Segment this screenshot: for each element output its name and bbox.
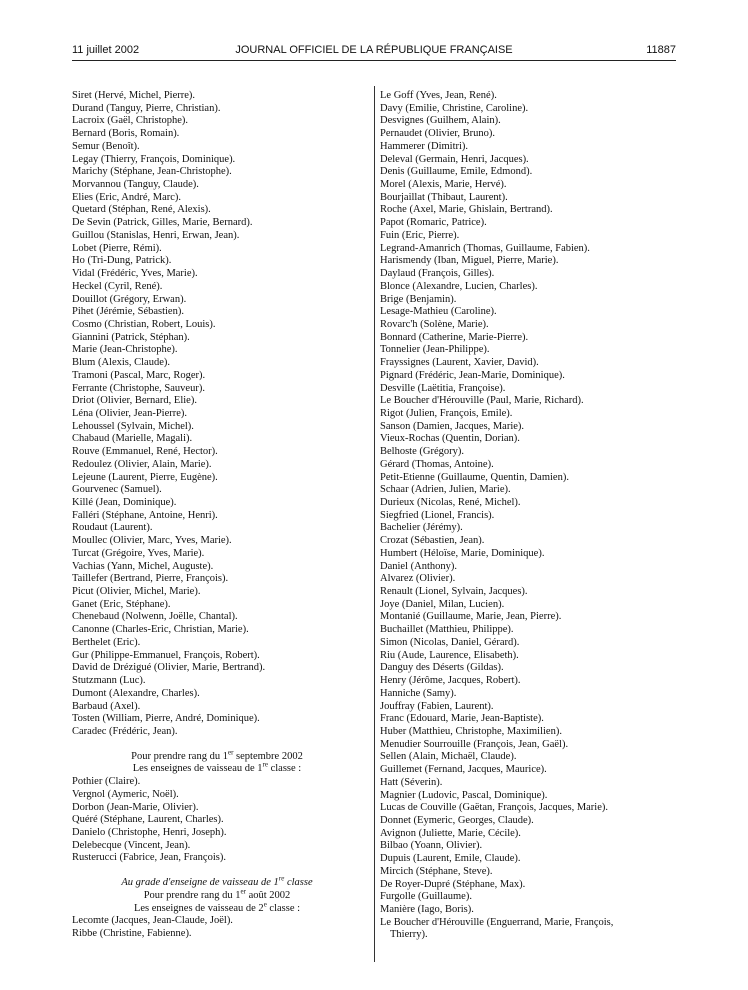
list-item: Giannini (Patrick, Stéphan). (72, 331, 190, 343)
list-item: Hammerer (Dimitri). (380, 140, 469, 152)
list-item: Davy (Emilie, Christine, Caroline). (380, 102, 529, 114)
list-item: Rovarc'h (Solène, Marie). (380, 318, 489, 330)
list-item: Vieux-Rochas (Quentin, Dorian). (380, 433, 520, 445)
list-item: Picut (Olivier, Michel, Marie). (72, 586, 201, 598)
list-item: Lesage-Mathieu (Caroline). (380, 306, 497, 318)
list-item: Driot (Olivier, Bernard, Elie). (72, 395, 197, 407)
list-item: Avignon (Juliette, Marie, Cécile). (380, 827, 521, 839)
list-item: Brige (Benjamin). (380, 293, 457, 305)
list-item: Renault (Lionel, Sylvain, Jacques). (380, 586, 528, 598)
rank-heading-september: Pour prendre rang du 1er septembre 2002 (131, 748, 303, 762)
list-item: Danguy des Déserts (Gildas). (380, 662, 504, 674)
list-item: Sellen (Alain, Michaël, Claude). (380, 751, 517, 763)
list-item: Fuin (Eric, Pierre). (380, 229, 460, 241)
list-item: Bonnard (Catherine, Marie-Pierre). (380, 331, 529, 343)
list-item: Franc (Edouard, Marie, Jean-Baptiste). (380, 713, 544, 725)
list-item: Sanson (Damien, Jacques, Marie). (380, 420, 525, 432)
list-item: Marie (Jean-Christophe). (72, 344, 178, 356)
class-heading-first: Les enseignes de vaisseau de 1re classe : (132, 760, 302, 775)
list-item: Guillou (Stanislas, Henri, Erwan, Jean). (72, 229, 240, 241)
list-item: Roche (Axel, Marie, Ghislain, Bertrand). (380, 204, 553, 216)
list-item: Hatt (Séverin). (380, 776, 443, 788)
list-item: Ho (Tri-Dung, Patrick). (72, 255, 172, 267)
list-item: Pernaudet (Olivier, Bruno). (380, 128, 496, 140)
list-item: Blum (Alexis, Claude). (72, 357, 170, 369)
list-item: De Sevin (Patrick, Gilles, Marie, Bernard). (72, 217, 253, 229)
list-item: Semur (Benoît). (72, 140, 140, 152)
list-item: Rouve (Emmanuel, René, Hector). (72, 446, 218, 458)
list-item: Vergnol (Aymeric, Noël). (72, 788, 179, 800)
list-item: Taillefer (Bertrand, Pierre, François). (72, 573, 229, 585)
list-item: Daniel (Anthony). (380, 560, 457, 572)
list-item: Turcat (Grégoire, Yves, Marie). (72, 547, 205, 559)
list-item: Manière (Iago, Boris). (380, 904, 474, 915)
list-item: Menudier Sourrouille (François, Jean, Gaël). (380, 738, 569, 750)
list-item: Magnier (Ludovic, Pascal, Dominique). (380, 789, 548, 801)
list-item: Lecomte (Jacques, Jean-Claude, Joël). (72, 915, 233, 927)
list-item: Simon (Nicolas, Daniel, Gérard). (380, 636, 520, 648)
list-item: Humbert (Héloïse, Marie, Dominique). (380, 547, 545, 559)
list-item: Mircich (Stéphane, Steve). (380, 865, 493, 877)
list-item: Morel (Alexis, Marie, Hervé). (380, 179, 507, 191)
list-item: Gourvenec (Samuel). (72, 484, 162, 496)
list-item: Chenebaud (Nolwenn, Joëlle, Chantal). (72, 611, 238, 623)
list-item: Lehoussel (Sylvain, Michel). (72, 420, 194, 432)
list-item: Legrand-Amanrich (Thomas, Guillaume, Fabien). (380, 242, 590, 254)
list-item: Tosten (William, Pierre, André, Dominique). (72, 713, 260, 725)
list-item: Canonne (Charles-Eric, Christian, Marie). (72, 624, 249, 636)
list-item: Montanié (Guillaume, Marie, Jean, Pierre). (380, 611, 562, 623)
list-item: Chabaud (Marielle, Magali). (72, 433, 193, 445)
name-list (72, 90, 362, 739)
list-item: Pihet (Jérémie, Sébastien). (72, 306, 184, 318)
list-item: Belhoste (Grégory). (380, 446, 464, 458)
list-item: Tonnelier (Jean-Philippe). (380, 344, 490, 356)
list-item: Desvignes (Guilhem, Alain). (380, 115, 501, 127)
list-item: Delebecque (Vincent, Jean). (72, 839, 191, 851)
grade-heading: Au grade d'enseigne de vaisseau de 1re classe (121, 874, 313, 889)
list-item: Legay (Thierry, François, Dominique). (72, 153, 236, 165)
list-item: Crozat (Sébastien, Jean). (380, 535, 485, 547)
list-item: Gur (Philippe-Emmanuel, François, Robert). (72, 649, 260, 661)
list-item: Rusterucci (Fabrice, Jean, François). (72, 852, 226, 864)
list-item: Bernard (Boris, Romain). (72, 128, 180, 140)
list-item: Daylaud (François, Gilles). (380, 268, 495, 280)
list-item: Donnet (Eymeric, Georges, Claude). (380, 814, 534, 826)
list-item: Ferrante (Christophe, Sauveur). (72, 382, 205, 394)
list-item: Le Goff (Yves, Jean, René). (380, 90, 497, 101)
list-item: Harismendy (Iban, Miguel, Pierre, Marie). (380, 255, 559, 267)
list-item: Alvarez (Olivier). (380, 573, 456, 585)
page-header (72, 44, 676, 60)
list-item: Moullec (Olivier, Marc, Yves, Marie). (72, 535, 232, 547)
list-item: Dorbon (Jean-Marie, Olivier). (72, 801, 199, 813)
page-number: 11887 (646, 44, 676, 56)
list-item: Lacroix (Gaël, Christophe). (72, 115, 189, 127)
list-item: Tramoni (Pascal, Marc, Roger). (72, 369, 206, 381)
rank-heading-august: Pour prendre rang du 1er août 2002 (143, 887, 291, 901)
list-item: Furgolle (Guillaume). (380, 891, 472, 903)
list-item: Vidal (Frédéric, Yves, Marie). (72, 268, 198, 280)
list-item: Killé (Jean, Dominique). (72, 497, 177, 508)
list-item: Ganet (Eric, Stéphane). (72, 598, 171, 610)
list-item: Le Boucher d'Hérouville (Paul, Marie, Richard). (380, 395, 584, 407)
list-item: Rigot (Julien, François, Emile). (380, 407, 513, 419)
list-item: Cosmo (Christian, Robert, Louis). (72, 318, 216, 330)
list-item: Quetard (Stéphan, René, Alexis). (72, 204, 211, 216)
journal-title: JOURNAL OFFICIEL DE LA RÉPUBLIQUE FRANÇAISE (235, 44, 513, 56)
list-item: Roudaut (Laurent). (72, 522, 153, 534)
list-item: Hanniche (Samy). (380, 687, 457, 699)
list-item: Heckel (Cyril, René). (72, 280, 163, 292)
header-rule (72, 60, 676, 61)
list-item: Ribbe (Christine, Fabienne). (72, 928, 192, 939)
list-item: Lejeune (Laurent, Pierre, Eugène). (72, 471, 218, 483)
list-item: Dupuis (Laurent, Emile, Claude). (380, 853, 521, 865)
list-item: Petit-Etienne (Guillaume, Quentin, Damien). (380, 471, 569, 483)
list-item: Huber (Matthieu, Christophe, Maximilien). (380, 725, 562, 737)
list-item: Henry (Jérôme, Jacques, Robert). (380, 675, 521, 687)
spacer (72, 739, 362, 751)
list-item: Elies (Eric, André, Marc). (72, 191, 182, 203)
list-item: Gérard (Thomas, Antoine). (380, 458, 494, 470)
name-list (380, 917, 676, 942)
list-item: Bachelier (Jérémy). (380, 522, 463, 534)
spacer (72, 865, 362, 877)
name-list (380, 90, 676, 917)
list-item: Durand (Tanguy, Pierre, Christian). (72, 102, 221, 114)
list-item: Vachias (Yann, Michel, Auguste). (72, 560, 214, 572)
right-column (380, 90, 676, 942)
list-item: Lobet (Pierre, Rémi). (72, 242, 162, 254)
left-column (72, 90, 362, 941)
name-list (72, 915, 362, 940)
list-item: Denis (Guillaume, Emile, Edmond). (380, 166, 533, 178)
name-list (72, 776, 362, 865)
class-heading-second: Les enseignes de vaisseau de 2e classe : (133, 900, 301, 914)
list-item: Schaar (Adrien, Julien, Marie). (380, 484, 511, 496)
list-item: Pothier (Claire). (72, 776, 141, 788)
list-item: Quéré (Stéphane, Laurent, Charles). (72, 814, 224, 826)
list-item: Marichy (Stéphane, Jean-Christophe). (72, 166, 232, 178)
list-item: David de Drézigué (Olivier, Marie, Bertrand). (72, 662, 266, 674)
list-item: Papot (Romaric, Patrice). (380, 217, 487, 229)
list-item: Jouffray (Fabien, Laurent). (380, 700, 494, 712)
list-item: Desville (Laëtitia, Françoise). (380, 382, 506, 394)
list-item: Durieux (Nicolas, René, Michel). (380, 497, 521, 508)
list-item: Pignard (Frédéric, Jean-Marie, Dominique). (380, 369, 565, 381)
list-item: Bilbao (Yoann, Olivier). (380, 840, 483, 852)
list-item: Barbaud (Axel). (72, 700, 141, 712)
list-item: Buchaillet (Matthieu, Philippe). (380, 624, 514, 636)
list-item: Léna (Olivier, Jean-Pierre). (72, 407, 188, 419)
list-item: Danielo (Christophe, Henri, Joseph). (72, 826, 227, 838)
publication-date: 11 juillet 2002 (72, 44, 140, 56)
list-item: Siegfried (Lionel, Francis). (380, 509, 495, 521)
list-item: Douillot (Grégory, Erwan). (72, 293, 187, 305)
list-item: Falléri (Stéphane, Antoine, Henri). (72, 509, 218, 521)
list-item: Morvannou (Tanguy, Claude). (72, 179, 199, 191)
list-item: Riu (Aude, Laurence, Elisabeth). (380, 649, 519, 661)
list-item: Deleval (Germain, Henri, Jacques). (380, 153, 529, 165)
list-item: Joye (Daniel, Milan, Lucien). (380, 598, 505, 610)
list-item: Le Boucher d'Hérouville (Enguerrand, Marie, François, Thierry). (380, 916, 614, 941)
column-divider (374, 86, 375, 962)
list-item: Caradec (Frédéric, Jean). (72, 725, 178, 737)
list-item: Frayssignes (Laurent, Xavier, David). (380, 357, 539, 369)
list-item: Stutzmann (Luc). (72, 675, 146, 687)
list-item: Siret (Hervé, Michel, Pierre). (72, 90, 196, 101)
list-item: Blonce (Alexandre, Lucien, Charles). (380, 280, 538, 292)
list-item: Bourjaillat (Thibaut, Laurent). (380, 191, 508, 203)
list-item: Guillemet (Fernand, Jacques, Maurice). (380, 764, 547, 776)
list-item: Dumont (Alexandre, Charles). (72, 687, 200, 699)
list-item: Lucas de Couville (Gaëtan, François, Jacques, Marie). (380, 802, 609, 814)
list-item: Redoulez (Olivier, Alain, Marie). (72, 458, 212, 470)
list-item: De Royer-Dupré (Stéphane, Max). (380, 878, 526, 890)
list-item: Berthelet (Eric). (72, 636, 141, 648)
